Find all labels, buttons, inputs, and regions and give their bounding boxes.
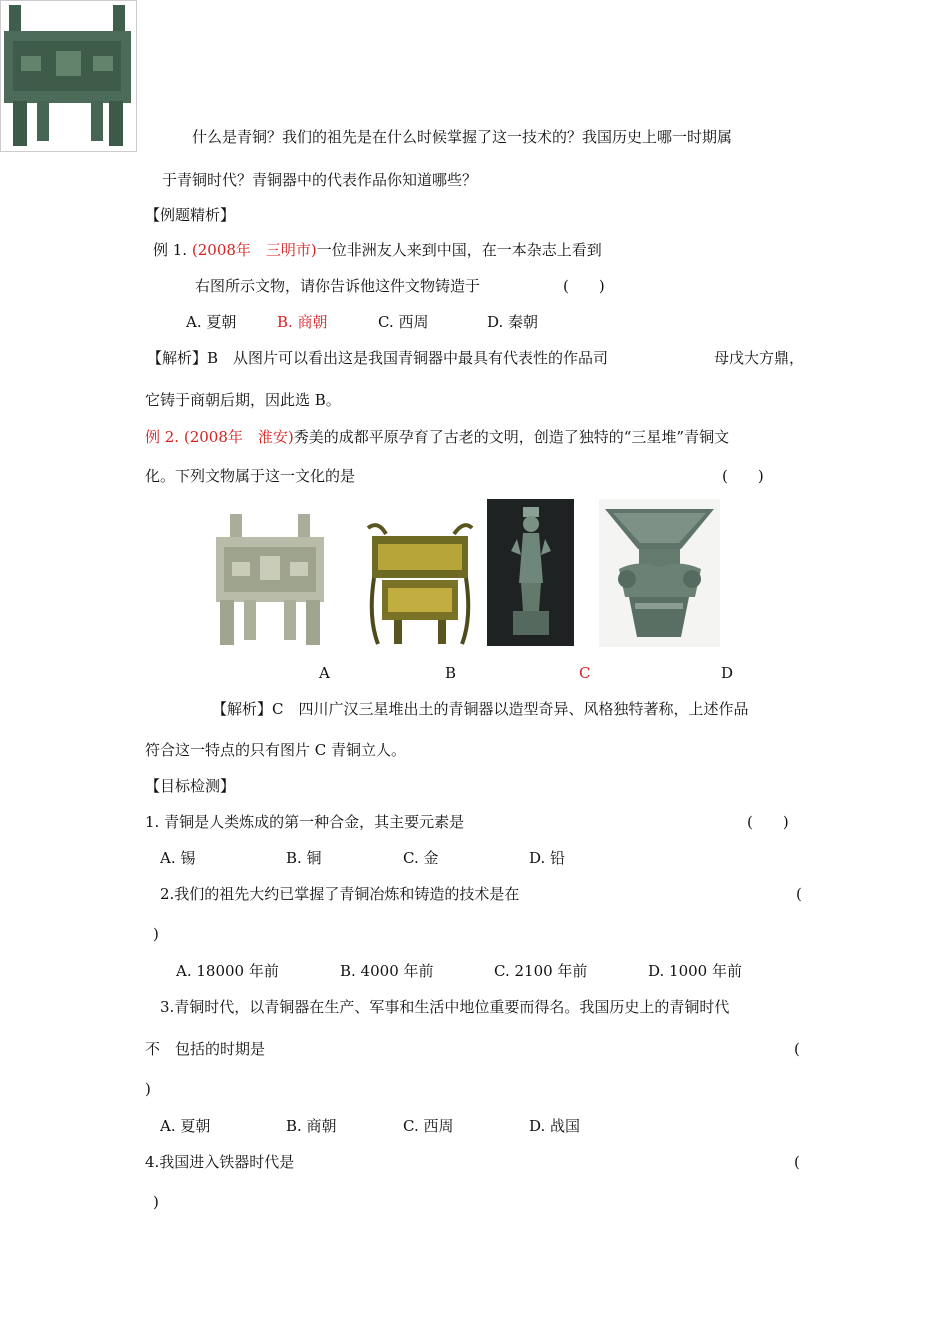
example2-image-label-a: A — [319, 664, 330, 682]
example2-image-label-c: C — [579, 664, 591, 682]
intro-line-1: 什么是青铜？我们的祖先是在什么时候掌握了这一技术的？我国历史上哪一时期属 — [192, 128, 733, 146]
bronze-zun-icon — [599, 499, 720, 647]
bronze-ding-icon — [1, 1, 136, 151]
question-2-paren-open: ( — [796, 885, 802, 903]
example2-text1: 秀美的成都平原孕育了古老的文明，创造了独特的“三星堆”青铜文 — [293, 428, 730, 446]
question-1-option-c: C. 金 — [403, 849, 439, 867]
example1-source: (2008年 三明市) — [191, 241, 317, 259]
question-4-paren-open: ( — [794, 1153, 800, 1171]
example1-line-1 — [153, 240, 602, 260]
question-2-option-c: C. 2100 年前 — [494, 962, 588, 980]
example1-option-c: C. 西周 — [378, 313, 429, 331]
example2-analysis-line-2: 符合这一特点的只有图片 C 青铜立人。 — [145, 741, 407, 759]
example2-image-d — [599, 499, 720, 647]
example1-option-a: A. 夏朝 — [186, 313, 237, 331]
example2-analysis-line-1: 【解析】C 四川广汉三星堆出土的青铜器以造型奇异、风格独特著称，上述作品 — [212, 700, 749, 718]
example1-prefix: 例 1. — [153, 241, 188, 259]
question-2-option-d: D. 1000 年前 — [648, 962, 742, 980]
bronze-standing-figure-icon — [487, 499, 574, 646]
question-1-paren: ( ) — [747, 813, 789, 831]
example2-image-b — [364, 518, 476, 648]
question-2-option-a: A. 18000 年前 — [176, 962, 279, 980]
question-1-text: 1. 青铜是人类炼成的第一种合金，其主要元素是 — [145, 813, 465, 831]
question-3-paren-close: ) — [145, 1080, 151, 1098]
example2-image-label-d: D — [721, 664, 734, 682]
example2-image-a — [210, 512, 330, 647]
bronze-vessel-icon — [364, 518, 476, 648]
example1-line-2: 右图所示文物，请你告诉他这件文物铸造于 — [195, 277, 481, 295]
question-3-text-line-1: 3.青铜时代，以青铜器在生产、军事和生活中地位重要而得名。我国历史上的青铜时代 — [160, 998, 730, 1016]
question-2-text: 2.我们的祖先大约已掌握了青铜冶炼和铸造的技术是在 — [160, 885, 520, 903]
section-heading-examples: 【例题精析】 — [145, 206, 236, 224]
question-4-text: 4.我国进入铁器时代是 — [145, 1153, 295, 1171]
example1-analysis-line-1b: 母戊大方鼎， — [714, 349, 805, 367]
example2-line-1 — [145, 427, 729, 447]
example2-prefix-source: 例 2. (2008年 淮安) — [145, 428, 294, 446]
question-3-option-d: D. 战国 — [529, 1117, 581, 1135]
question-1-option-a: A. 锡 — [160, 849, 196, 867]
example2-line-2: 化。下列文物属于这一文化的是 — [145, 467, 356, 485]
example1-option-b: B. 商朝 — [277, 313, 328, 331]
example1-option-d: D. 秦朝 — [487, 313, 539, 331]
question-2-paren-close: ) — [153, 925, 159, 943]
example2-paren: ( ) — [722, 467, 764, 485]
question-4-paren-close: ) — [153, 1193, 159, 1211]
square-ding-icon — [210, 512, 330, 647]
example1-analysis-line-1a: 【解析】B 从图片可以看出这是我国青铜器中最具有代表性的作品司 — [147, 349, 609, 367]
example2-image-label-b: B — [445, 664, 457, 682]
intro-line-2: 于青铜时代？青铜器中的代表作品你知道哪些？ — [162, 171, 478, 189]
question-3-text-line-2: 不 包括的时期是 — [145, 1040, 266, 1058]
question-1-option-b: B. 铜 — [286, 849, 322, 867]
question-3-paren-open: ( — [794, 1040, 800, 1058]
bronze-ding-image — [0, 0, 137, 152]
example2-image-c — [487, 499, 574, 646]
question-3-option-a: A. 夏朝 — [160, 1117, 211, 1135]
example1-analysis-line-2: 它铸于商朝后期，因此选 B。 — [145, 391, 341, 409]
section-heading-test: 【目标检测】 — [145, 777, 236, 795]
question-1-option-d: D. 铅 — [529, 849, 566, 867]
example1-text1: 一位非洲友人来到中国，在一本杂志上看到 — [316, 241, 602, 259]
question-3-option-b: B. 商朝 — [286, 1117, 337, 1135]
example1-paren: ( ) — [563, 277, 605, 295]
question-3-option-c: C. 西周 — [403, 1117, 454, 1135]
question-2-option-b: B. 4000 年前 — [340, 962, 434, 980]
